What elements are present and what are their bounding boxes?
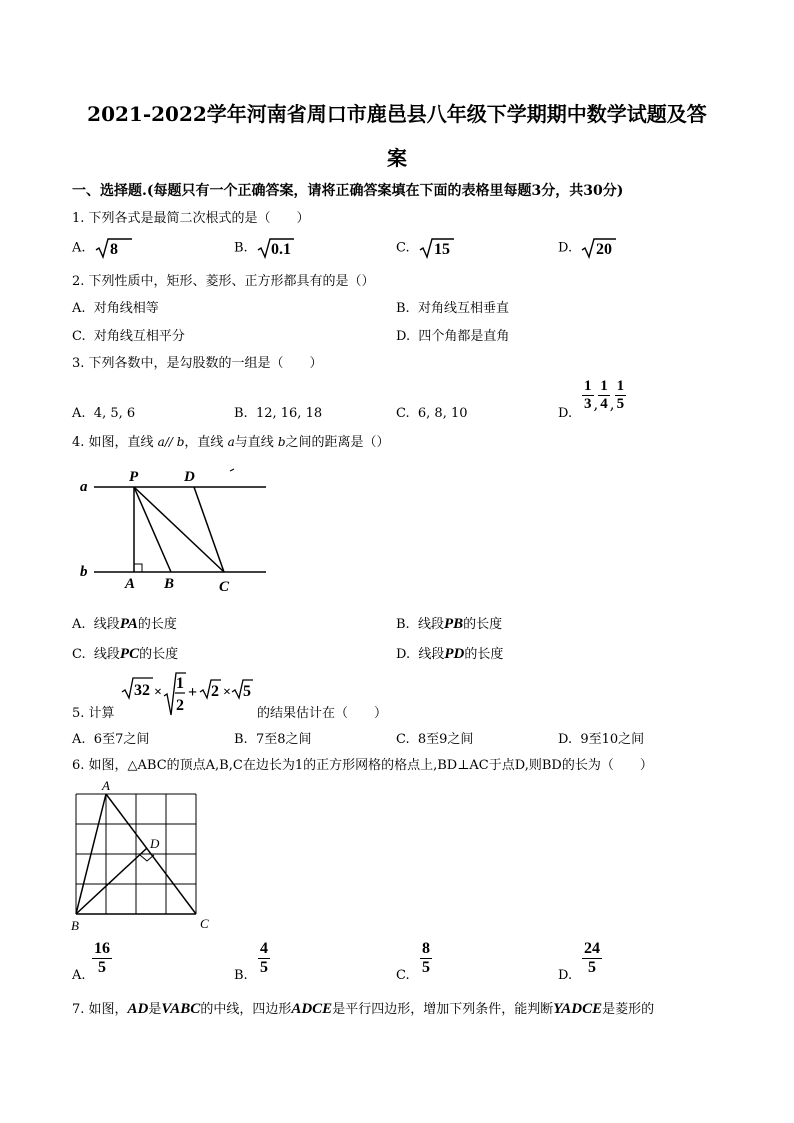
radicand: 20 <box>596 241 613 258</box>
label-D: D <box>150 836 160 851</box>
q6-option-a-label: A. <box>72 968 86 983</box>
q3-option-d-label: D. <box>558 406 573 421</box>
document-title-line1: 2021-2022学年河南省周口市鹿邑县八年级下学期期中数学试题及答 <box>87 102 707 126</box>
q5-stem-pre: 5. 计算 <box>72 706 115 721</box>
q1-option-b: B. 0.1 <box>234 236 296 260</box>
label-p: P <box>129 469 139 485</box>
q5-expression <box>120 670 256 718</box>
q3-option-b: B. 12, 16, 18 <box>234 406 323 421</box>
times: × <box>154 685 162 700</box>
q1-option-c: C. 15 <box>396 236 458 260</box>
q1-option-d: D. 20 <box>558 236 620 260</box>
q6-option-c-frac: $\frac{8}{5}$ <box>422 940 430 976</box>
segment-dc <box>194 487 224 572</box>
q6-option-c-label: C. <box>396 968 410 983</box>
q3-stem: 3. 下列各数中，是勾股数的一组是（ ） <box>72 356 323 371</box>
right-angle-mark <box>134 564 142 572</box>
segment-pb <box>134 487 171 572</box>
q2-stem: 2. 下列性质中，矩形、菱形、正方形都具有的是（） <box>72 274 375 289</box>
sqrt-icon <box>580 236 620 260</box>
q2-option-b: B. 对角线互相垂直 <box>396 301 509 316</box>
q2-option-c: C. 对角线互相平分 <box>72 329 185 344</box>
q6-stem: 6. 如图，△ABC的顶点A,B,C在边长为1的正方形网格的格点上,BD⊥AC于点D,则BD的长为（ ） <box>72 758 653 773</box>
q5-option-c: C. 8至9之间 <box>396 732 474 747</box>
q5-stem-post: 的结果估计在（ ） <box>257 706 388 721</box>
q4-option-c: C. 线段PC的长度 <box>72 646 179 662</box>
sqrt-icon <box>94 236 134 260</box>
square-grid <box>76 794 196 914</box>
q6-option-b-label: B. <box>234 968 248 983</box>
q5-option-a: A. 6至7之间 <box>72 732 150 747</box>
frac-num: 1 <box>176 675 184 692</box>
radicand: 0.1 <box>270 241 291 258</box>
radicand: 2 <box>211 683 219 700</box>
label-C: C <box>219 579 230 595</box>
section-heading: 一、选择题.(每题只有一个正确答案，请将正确答案填在下面的表格里每题3分，共30分) <box>72 183 624 199</box>
q5-option-b: B. 7至8之间 <box>234 732 312 747</box>
radicand: 32 <box>134 682 150 699</box>
q3-option-a: A. 4, 5, 6 <box>72 406 136 421</box>
document-title-line2: 案 <box>387 146 407 170</box>
radicand: 5 <box>243 683 251 700</box>
q6-option-d-label: D. <box>558 968 573 983</box>
label-B: B <box>164 576 175 592</box>
q4-figure <box>74 464 274 596</box>
q2-option-d: D. 四个角都是直角 <box>396 329 510 344</box>
q2-option-a: A. 对角线相等 <box>72 301 159 316</box>
q5-option-d: D. 9至10之间 <box>558 732 645 747</box>
radicand: 8 <box>109 241 118 258</box>
label-b: b <box>80 564 88 580</box>
q4-stem: 4. 如图，直线 a// b，直线 a与直线 b之间的距离是（） <box>72 435 390 450</box>
q3-option-c: C. 6, 8, 10 <box>396 406 468 421</box>
q6-option-d-frac: $\frac{24}{5}$ <box>584 940 600 976</box>
sqrt-icon <box>418 236 458 260</box>
q4-option-a: A. 线段PA的长度 <box>72 616 177 632</box>
q3-option-d-fractions: $\frac{1}{3}$ , $\frac{1}{4}$ , $\frac{1}{5}$ <box>584 378 625 413</box>
q4-option-b: B. 线段PB的长度 <box>396 616 503 632</box>
frac-den: 2 <box>176 697 184 714</box>
radicand: 15 <box>433 241 450 258</box>
plus: + <box>188 684 198 701</box>
q6-option-a-frac: $\frac{16}{5}$ <box>94 940 110 976</box>
segment-pc <box>134 487 224 572</box>
label-d: D <box>184 469 195 485</box>
q6-grid-figure <box>66 776 216 936</box>
times: × <box>223 685 231 700</box>
sqrt-icon <box>256 236 296 260</box>
q6-option-b-frac: $\frac{4}{5}$ <box>260 940 268 976</box>
q7-stem: 7. 如图，AD是VABC的中线，四边形ADCE是平行四边形，增加下列条件，能判断YADCE是菱形的 <box>72 1001 655 1017</box>
q1-option-a: A. 8 <box>72 236 134 260</box>
label-A: A <box>102 778 110 793</box>
label-B: B <box>71 918 79 933</box>
q4-option-d: D. 线段PD的长度 <box>396 646 504 662</box>
q1-stem: 1. 下列各式是最简二次根式的是（ ） <box>72 211 310 226</box>
label-a: a <box>80 479 88 495</box>
label-A: A <box>125 576 136 592</box>
stray-mark <box>230 469 234 471</box>
label-C: C <box>200 916 209 931</box>
